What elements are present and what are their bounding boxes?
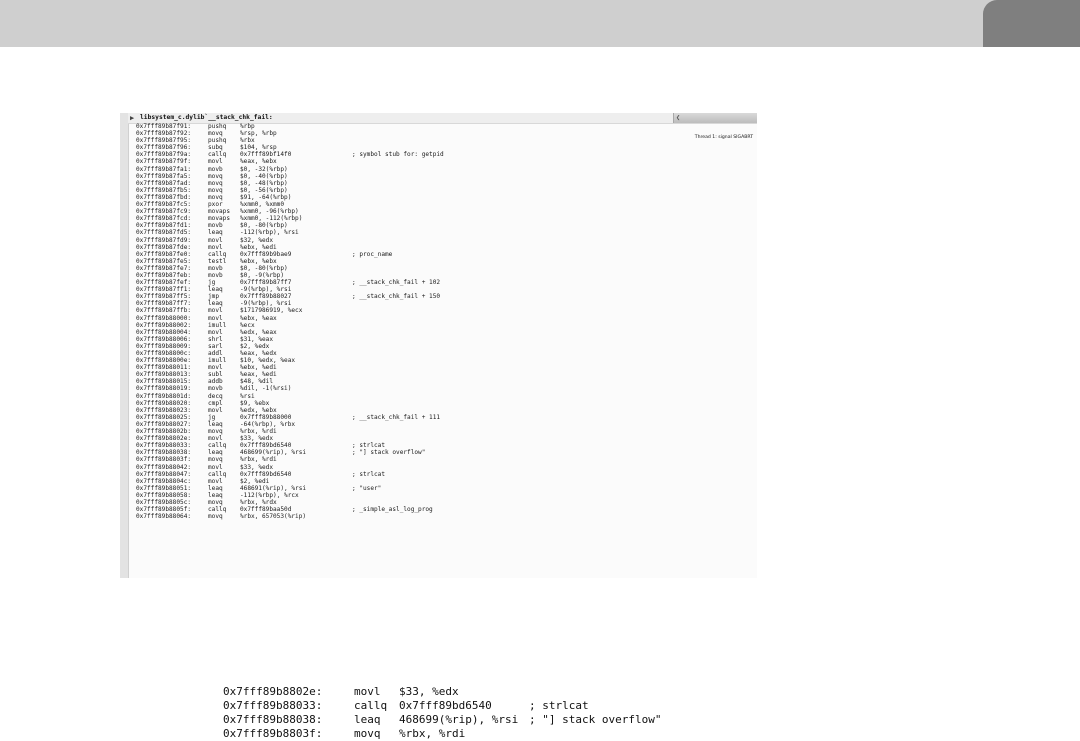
disasm-mnemonic: leaq [208, 449, 223, 457]
disasm-operands: %rbx, %rdi [240, 456, 277, 464]
disasm-mnemonic: leaq [208, 286, 223, 294]
disasm-mnemonic: movl [208, 463, 223, 471]
disasm-operands: -64(%rbp), %rbx [240, 420, 296, 428]
disasm-operands: $104, %rsp [240, 144, 277, 152]
top-banner [0, 0, 1080, 47]
disasm-line [136, 364, 757, 371]
disasm-address: 0x7fff89b88013: [136, 371, 192, 379]
disasm-address: 0x7fff89b87fd1: [136, 222, 192, 230]
chevron-left-icon: ❮ [676, 115, 681, 121]
disasm-line [136, 123, 757, 130]
zoom-line [223, 727, 743, 741]
disasm-mnemonic: addb [208, 378, 223, 386]
disasm-address: 0x7fff89b87fd9: [136, 236, 192, 244]
disasm-operands: 0x7fff89baa50d [240, 506, 292, 514]
disasm-line [136, 513, 757, 520]
zoom-operands: 0x7fff89bd6540 [399, 699, 492, 712]
disasm-line [136, 151, 757, 158]
disasm-mnemonic: movb [208, 385, 223, 393]
disasm-operands: %ebx, %eax [240, 314, 277, 322]
disasm-address: 0x7fff89b88006: [136, 335, 192, 343]
disasm-mnemonic: movb [208, 222, 223, 230]
disasm-address: 0x7fff89b87fef: [136, 279, 192, 287]
disasm-operands: $0, -32(%rbp) [240, 165, 288, 173]
disasm-operands: $2, %edi [240, 477, 270, 485]
zoom-address: 0x7fff89b88038: [223, 713, 323, 726]
disasm-address: 0x7fff89b87fde: [136, 243, 192, 251]
disasm-line [136, 130, 757, 137]
disasm-mnemonic: movb [208, 271, 223, 279]
disasm-mnemonic: cmpl [208, 399, 223, 407]
disasm-line [136, 286, 757, 293]
disasm-line [136, 265, 757, 272]
disasm-operands: $33, %edx [240, 463, 274, 471]
disasm-address: 0x7fff89b88023: [136, 406, 192, 414]
disasm-mnemonic: movl [208, 364, 223, 372]
function-title: libsystem_c.dylib`__stack_chk_fail: [140, 114, 273, 121]
disasm-mnemonic: pushq [208, 123, 227, 130]
disasm-line [136, 499, 757, 506]
disasm-operands: %rbx [240, 137, 255, 145]
disasm-comment: ; __stack_chk_fail + 150 [352, 293, 441, 301]
disasm-address: 0x7fff89b88019: [136, 385, 192, 393]
disasm-line [136, 350, 757, 357]
disasm-address: 0x7fff89b88002: [136, 321, 192, 329]
disasm-operands: 0x7fff89b88027 [240, 293, 292, 301]
disasm-operands: %rsp, %rbp [240, 130, 277, 138]
disasm-operands: %eax, %edx [240, 350, 277, 357]
disasm-operands: %xmm0, %xmm0 [240, 201, 285, 209]
disasm-address: 0x7fff89b87f91: [136, 123, 192, 130]
disasm-mnemonic: movq [208, 513, 223, 521]
disasm-address: 0x7fff89b88064: [136, 513, 192, 521]
disasm-operands: %rbx, 657053(%rip) [240, 513, 307, 521]
disasm-address: 0x7fff89b88020: [136, 399, 192, 407]
disasm-operands: $32, %edx [240, 236, 274, 244]
disasm-mnemonic: leaq [208, 420, 223, 428]
disasm-address: 0x7fff89b8805f: [136, 506, 192, 514]
zoom-mnemonic: movq [354, 727, 381, 740]
disasm-operands: %ebx, %edi [240, 243, 277, 251]
disasm-operands: $9, %ebx [240, 399, 270, 407]
disasm-mnemonic: pushq [208, 137, 227, 145]
disasm-line [136, 506, 757, 513]
disasm-operands: -112(%rbp), %rsi [240, 229, 299, 237]
disasm-line [136, 251, 757, 258]
disasm-comment: ; strlcat [352, 442, 386, 450]
disasm-address: 0x7fff89b87ff5: [136, 293, 192, 301]
disasm-mnemonic: movl [208, 307, 223, 315]
disasm-address: 0x7fff89b8802b: [136, 428, 192, 436]
disasm-mnemonic: callq [208, 470, 227, 478]
disasm-operands: -9(%rbp), %rsi [240, 286, 292, 294]
disasm-mnemonic: movb [208, 165, 223, 173]
disasm-address: 0x7fff89b88027: [136, 420, 192, 428]
disasm-mnemonic: movq [208, 456, 223, 464]
disasm-line [136, 407, 757, 414]
disasm-address: 0x7fff89b8801d: [136, 392, 192, 400]
disasm-operands: -112(%rbp), %rcx [240, 491, 299, 499]
zoom-line [223, 713, 743, 727]
disasm-mnemonic: callq [208, 506, 227, 514]
disasm-mnemonic: movaps [208, 208, 231, 216]
disasm-line [136, 322, 757, 329]
disasm-address: 0x7fff89b88042: [136, 463, 192, 471]
disasm-operands: $0, -40(%rbp) [240, 172, 288, 180]
disasm-line [136, 492, 757, 499]
disasm-comment: ; symbol stub for: getpid [352, 151, 444, 159]
disasm-line [136, 293, 757, 300]
zoom-comment: ; "] stack overflow" [529, 713, 662, 726]
disasm-mnemonic: callq [208, 442, 227, 450]
disasm-line [136, 237, 757, 244]
disasm-line [136, 258, 757, 265]
disasm-address: 0x7fff89b87f95: [136, 137, 192, 145]
disasm-line [136, 201, 757, 208]
disasm-mnemonic: movl [208, 236, 223, 244]
disasm-address: 0x7fff89b87fc9: [136, 208, 192, 216]
disasm-mnemonic: movq [208, 172, 223, 180]
disasm-operands: $0, -9(%rbp) [240, 271, 285, 279]
disasm-mnemonic: movq [208, 186, 223, 194]
disasm-mnemonic: sarl [208, 342, 223, 350]
disasm-line [136, 144, 757, 151]
disasm-line [136, 378, 757, 385]
zoom-line [223, 685, 743, 699]
disasm-mnemonic: jg [208, 413, 216, 421]
disasm-line [136, 222, 757, 229]
disasm-address: 0x7fff89b88038: [136, 449, 192, 457]
line-gutter [120, 113, 129, 578]
zoom-mnemonic: movl [354, 685, 381, 698]
disasm-mnemonic: movl [208, 314, 223, 322]
zoom-line [223, 699, 743, 713]
corner-tab [983, 0, 1080, 47]
disassembly-lines [136, 123, 757, 578]
disasm-line [136, 173, 757, 180]
disasm-line [136, 485, 757, 492]
zoom-address: 0x7fff89b8803f: [223, 727, 323, 740]
disasm-line [136, 158, 757, 165]
zoom-operands: 468699(%rip), %rsi [399, 713, 519, 726]
disasm-operands: %eax, %edi [240, 371, 277, 379]
disasm-comment: ; __stack_chk_fail + 111 [352, 413, 441, 421]
disasm-mnemonic: subq [208, 144, 223, 152]
disasm-address: 0x7fff89b88015: [136, 378, 192, 386]
disasm-mnemonic: callq [208, 250, 227, 258]
disasm-address: 0x7fff89b8805c: [136, 498, 192, 506]
disasm-address: 0x7fff89b87feb: [136, 271, 192, 279]
disasm-address: 0x7fff89b88025: [136, 413, 192, 421]
disasm-address: 0x7fff89b87f92: [136, 130, 192, 138]
disasm-operands: 0x7fff89bf14f0 [240, 151, 292, 159]
disasm-mnemonic: jg [208, 279, 216, 287]
disasm-address: 0x7fff89b88011: [136, 364, 192, 372]
disasm-operands: 0x7fff89bd6540 [240, 470, 292, 478]
disasm-operands: $10, %edx, %eax [240, 357, 296, 365]
disasm-line [136, 428, 757, 435]
disasm-operands: $0, -48(%rbp) [240, 179, 288, 187]
thread-badge[interactable] [673, 113, 757, 140]
disasm-address: 0x7fff89b87fad: [136, 179, 192, 187]
disasm-mnemonic: movl [208, 243, 223, 251]
zoom-mnemonic: callq [354, 699, 388, 712]
disasm-mnemonic: movq [208, 179, 223, 187]
disasm-address: 0x7fff89b8800c: [136, 350, 192, 357]
disasm-address: 0x7fff89b87fe5: [136, 257, 192, 265]
disasm-line [136, 421, 757, 428]
disasm-line [136, 180, 757, 187]
disasm-mnemonic: decq [208, 392, 223, 400]
thread-badge-label: Thread 1: signal SIGABRT [694, 135, 754, 140]
disasm-operands: $1717986919, %ecx [240, 307, 303, 315]
disasm-comment: ; proc_name [352, 250, 393, 258]
disasm-address: 0x7fff89b88000: [136, 314, 192, 322]
disasm-operands: 0x7fff89b9bae9 [240, 250, 292, 258]
disasm-comment: ; __stack_chk_fail + 102 [352, 279, 441, 287]
disasm-address: 0x7fff89b88009: [136, 342, 192, 350]
disasm-line [136, 229, 757, 236]
disasm-line [136, 244, 757, 251]
disasm-mnemonic: movq [208, 193, 223, 201]
disasm-address: 0x7fff89b87fc5: [136, 201, 192, 209]
zoom-operands: $33, %edx [399, 685, 459, 698]
disasm-address: 0x7fff89b87f96: [136, 144, 192, 152]
disasm-line [136, 385, 757, 392]
zoom-address: 0x7fff89b88033: [223, 699, 323, 712]
disassembly-view [120, 113, 757, 578]
disasm-operands: $0, -80(%rbp) [240, 222, 288, 230]
disasm-mnemonic: jmp [208, 293, 220, 301]
disasm-line [136, 357, 757, 364]
disasm-mnemonic: addl [208, 350, 223, 357]
disasm-address: 0x7fff89b87fbd: [136, 193, 192, 201]
disasm-line [136, 471, 757, 478]
disasm-line [136, 414, 757, 421]
disasm-address: 0x7fff89b8800e: [136, 357, 192, 365]
zoom-operands: %rbx, %rdi [399, 727, 466, 740]
disasm-mnemonic: leaq [208, 484, 223, 492]
disasm-address: 0x7fff89b87ffb: [136, 307, 192, 315]
disasm-comment: ; strlcat [352, 470, 386, 478]
disasm-operands: -9(%rbp), %rsi [240, 300, 292, 308]
disasm-operands: %xmm0, -96(%rbp) [240, 208, 299, 216]
disasm-mnemonic: leaq [208, 300, 223, 308]
disasm-line [136, 343, 757, 350]
disasm-mnemonic: leaq [208, 229, 223, 237]
disasm-line [136, 435, 757, 442]
disasm-operands: %rbx, %rdi [240, 428, 277, 436]
disasm-address: 0x7fff89b87fb5: [136, 186, 192, 194]
disasm-operands: %xmm0, -112(%rbp) [240, 215, 303, 223]
disasm-address: 0x7fff89b88051: [136, 484, 192, 492]
disasm-comment: ; "user" [352, 484, 382, 492]
disasm-line [136, 329, 757, 336]
disasm-operands: %ecx [240, 321, 255, 329]
disasm-operands: $0, -56(%rbp) [240, 186, 288, 194]
disasm-address: 0x7fff89b87fd5: [136, 229, 192, 237]
disasm-mnemonic: movq [208, 130, 223, 138]
disasm-mnemonic: movl [208, 158, 223, 166]
disasm-operands: 0x7fff89b87ff7 [240, 279, 292, 287]
disasm-mnemonic: movq [208, 498, 223, 506]
disasm-operands: $33, %edx [240, 435, 274, 443]
disasm-operands: 468691(%rip), %rsi [240, 484, 307, 492]
disasm-address: 0x7fff89b87fcd: [136, 215, 192, 223]
disasm-mnemonic: pxor [208, 201, 223, 209]
disasm-comment: ; "] stack overflow" [352, 449, 426, 457]
disasm-line [136, 194, 757, 201]
disasm-address: 0x7fff89b8802e: [136, 435, 192, 443]
disasm-mnemonic: imull [208, 357, 227, 365]
zoom-mnemonic: leaq [354, 713, 381, 726]
disasm-line [136, 442, 757, 449]
zoomed-disassembly-excerpt [223, 685, 743, 740]
disasm-operands: %edx, %ebx [240, 406, 277, 414]
zoom-comment: ; strlcat [529, 699, 589, 712]
disasm-mnemonic: movl [208, 328, 223, 336]
disasm-address: 0x7fff89b87ff7: [136, 300, 192, 308]
disasm-operands: %dil, -1(%rsi) [240, 385, 292, 393]
disasm-line [136, 449, 757, 456]
disasm-address: 0x7fff89b88033: [136, 442, 192, 450]
disasm-line [136, 336, 757, 343]
disasm-address: 0x7fff89b8804c: [136, 477, 192, 485]
disasm-line [136, 307, 757, 314]
disasm-comment: ; _simple_asl_log_prog [352, 506, 433, 514]
disasm-mnemonic: movb [208, 264, 223, 272]
disasm-line [136, 371, 757, 378]
disasm-operands: %rbp [240, 123, 255, 130]
disasm-operands: $31, %eax [240, 335, 274, 343]
disasm-mnemonic: movq [208, 428, 223, 436]
disasm-address: 0x7fff89b88004: [136, 328, 192, 336]
disasm-operands: $0, -80(%rbp) [240, 264, 288, 272]
disasm-line [136, 393, 757, 400]
disasm-address: 0x7fff89b87fa5: [136, 172, 192, 180]
disasm-line [136, 300, 757, 307]
disasm-mnemonic: movl [208, 477, 223, 485]
disasm-mnemonic: leaq [208, 491, 223, 499]
disasm-mnemonic: subl [208, 371, 223, 379]
disasm-operands: %rsi [240, 392, 255, 400]
disasm-line [136, 208, 757, 215]
disasm-address: 0x7fff89b87fe7: [136, 264, 192, 272]
disasm-operands: %ebx, %edi [240, 364, 277, 372]
disasm-line [136, 456, 757, 463]
disasm-operands: %ebx, %ebx [240, 257, 277, 265]
disasm-operands: $91, -64(%rbp) [240, 193, 292, 201]
zoom-address: 0x7fff89b8802e: [223, 685, 323, 698]
disasm-line [136, 166, 757, 173]
disasm-mnemonic: movl [208, 435, 223, 443]
disasm-mnemonic: movaps [208, 215, 231, 223]
disasm-line [136, 478, 757, 485]
disasm-mnemonic: shrl [208, 335, 223, 343]
disasm-line [136, 315, 757, 322]
disasm-operands: 0x7fff89b88000 [240, 413, 292, 421]
disasm-mnemonic: callq [208, 151, 227, 159]
disasm-line [136, 215, 757, 222]
disasm-line [136, 187, 757, 194]
disasm-line [136, 464, 757, 471]
disasm-mnemonic: testl [208, 257, 227, 265]
disasm-address: 0x7fff89b87fa1: [136, 165, 192, 173]
disasm-operands: %rbx, %rdx [240, 498, 277, 506]
disasm-mnemonic: movl [208, 406, 223, 414]
disasm-mnemonic: imull [208, 321, 227, 329]
disasm-operands: $2, %edx [240, 342, 270, 350]
disasm-operands: %edx, %eax [240, 328, 277, 336]
disasm-line [136, 137, 757, 144]
disasm-address: 0x7fff89b87ff1: [136, 286, 192, 294]
disasm-address: 0x7fff89b87f9a: [136, 151, 192, 159]
disasm-operands: $48, %dil [240, 378, 274, 386]
disclosure-triangle-icon[interactable]: ▶ [130, 114, 135, 122]
disasm-line [136, 272, 757, 279]
disasm-operands: %eax, %ebx [240, 158, 277, 166]
disasm-address: 0x7fff89b87fe0: [136, 250, 192, 258]
disasm-address: 0x7fff89b88047: [136, 470, 192, 478]
disasm-operands: 0x7fff89bd6540 [240, 442, 292, 450]
disasm-address: 0x7fff89b8803f: [136, 456, 192, 464]
disasm-line [136, 279, 757, 286]
disasm-operands: 468699(%rip), %rsi [240, 449, 307, 457]
disasm-address: 0x7fff89b88058: [136, 491, 192, 499]
disasm-address: 0x7fff89b87f9f: [136, 158, 192, 166]
disasm-line [136, 400, 757, 407]
